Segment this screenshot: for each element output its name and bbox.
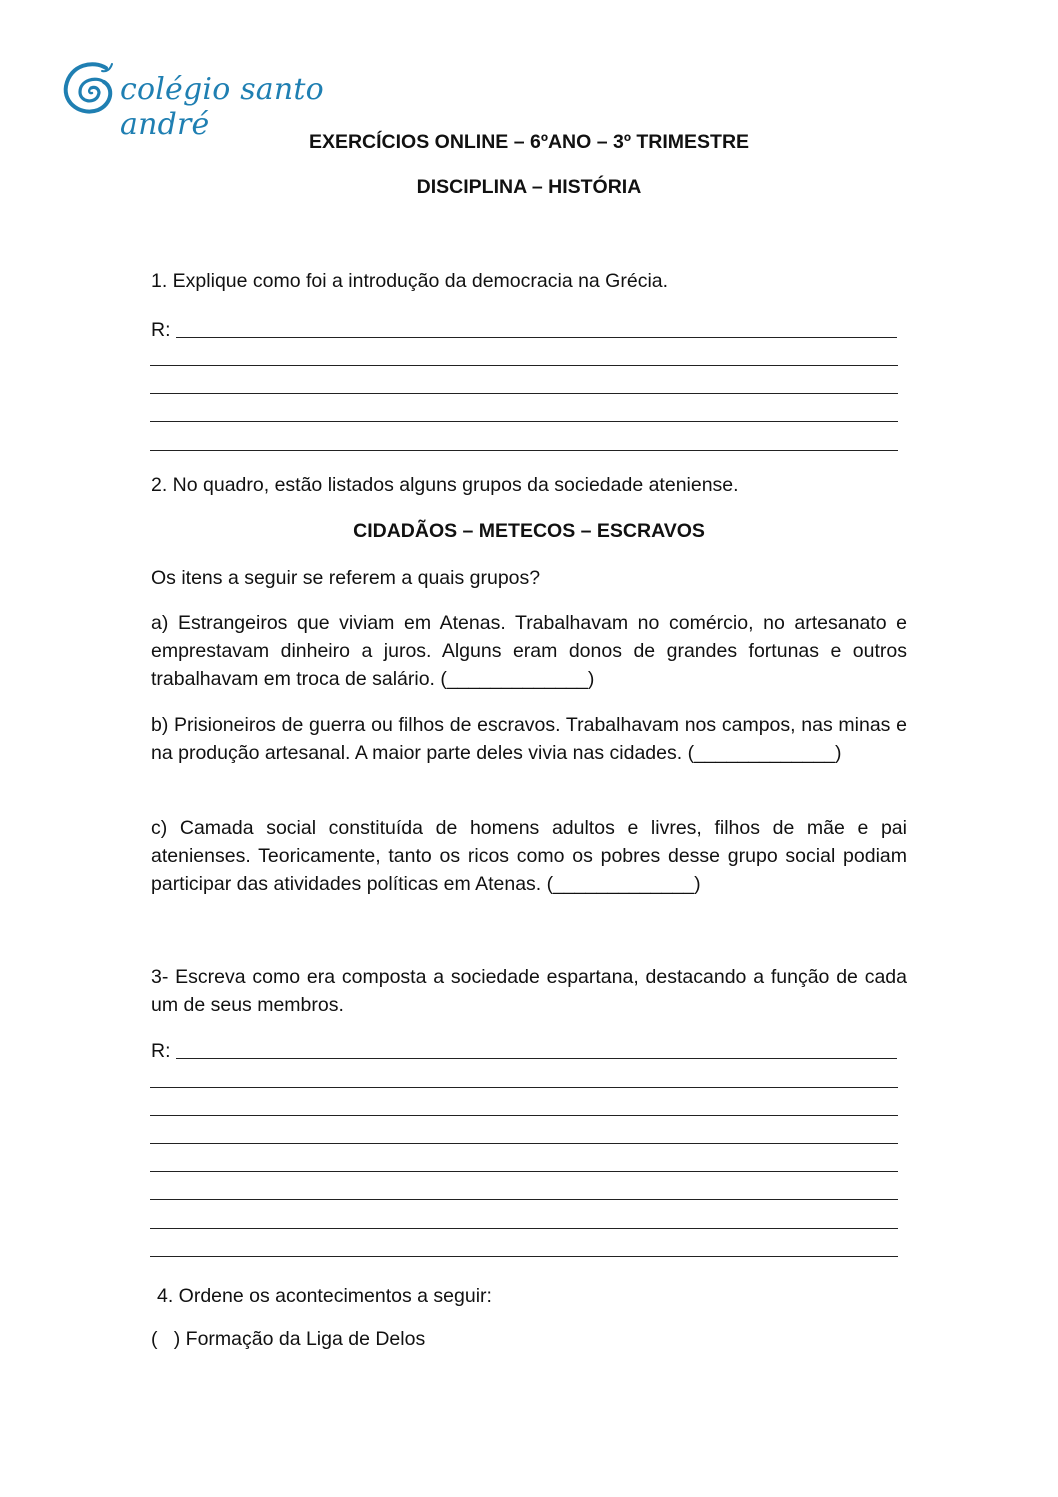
- answer-line[interactable]: [150, 450, 898, 451]
- answer-line[interactable]: [150, 1143, 898, 1144]
- swirl-logo-icon: [60, 58, 120, 120]
- answer-line[interactable]: [150, 1115, 898, 1116]
- groups-box: CIDADÃOS – METECOS – ESCRAVOS: [353, 520, 705, 542]
- item-c: c) Camada social constituída de homens adultos e livres, filhos de mãe e pai atenienses. Teoricamente, tanto os ricos como os pobres desse grupo social podiam participar das atividades políticas em Atenas. (_____________): [151, 817, 907, 895]
- question-2-prompt: Os itens a seguir se referem a quais grupos?: [151, 567, 541, 589]
- answer-line[interactable]: [150, 1228, 898, 1229]
- answer-line[interactable]: [150, 421, 898, 422]
- subject-title: DISCIPLINA – HISTÓRIA: [416, 176, 642, 198]
- question-1: 1. Explique como foi a introdução da democracia na Grécia.: [151, 270, 669, 292]
- answer-line[interactable]: [176, 1058, 897, 1059]
- answer-label: R:: [151, 319, 171, 341]
- question-4: 4. Ordene os acontecimentos a seguir:: [157, 1285, 492, 1307]
- answer-line[interactable]: [150, 365, 898, 366]
- answer-line[interactable]: [150, 1087, 898, 1088]
- item-a: a) Estrangeiros que viviam em Atenas. Trabalhavam no comércio, no artesanato e emprestavam dinheiro a juros. Alguns eram donos de grandes fortunas e outros trabalhavam em troca de salário. (_____________): [151, 612, 907, 690]
- page-title: EXERCÍCIOS ONLINE – 6ºANO – 3º TRIMESTRE: [308, 131, 750, 153]
- answer-line[interactable]: [150, 1171, 898, 1172]
- answer-line[interactable]: [176, 337, 897, 338]
- answer-label: R:: [151, 1040, 171, 1062]
- answer-line[interactable]: [150, 1199, 898, 1200]
- order-item: ( ) Formação da Liga de Delos: [151, 1328, 426, 1350]
- school-logo: [60, 58, 380, 142]
- question-3: 3- Escreva como era composta a sociedade espartana, destacando a função de cada um de seus membros.: [151, 966, 907, 1016]
- question-2: 2. No quadro, estão listados alguns grupos da sociedade ateniense.: [151, 474, 739, 496]
- school-name: colégio santo andré: [120, 72, 324, 142]
- item-b: b) Prisioneiros de guerra ou filhos de escravos. Trabalhavam nos campos, nas minas e na produção artesanal. A maior parte deles vivia nas cidades. (_____________): [151, 714, 907, 764]
- answer-line[interactable]: [150, 1256, 898, 1257]
- answer-line[interactable]: [150, 393, 898, 394]
